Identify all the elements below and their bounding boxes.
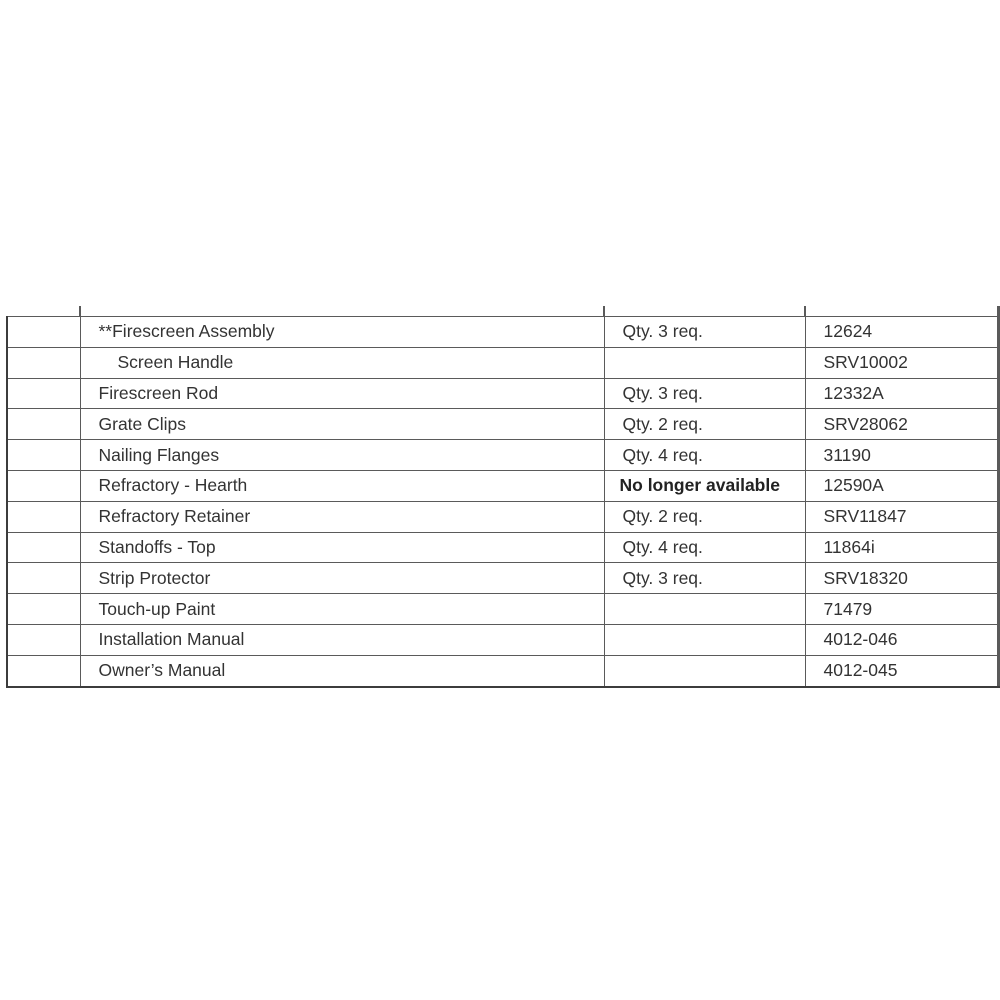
table-row	[7, 532, 1000, 563]
part-description-cell: Screen Handle	[80, 347, 604, 378]
part-number-cell: 12590A	[805, 470, 1000, 501]
ref-number-cell	[7, 440, 80, 471]
part-number-cell: 71479	[805, 594, 1000, 625]
table-row	[7, 655, 1000, 686]
quantity-cell: Qty. 2 req.	[604, 409, 805, 440]
part-description-cell: Strip Protector	[80, 563, 604, 594]
table-row	[7, 624, 1000, 655]
quantity-cell	[604, 624, 805, 655]
table-row	[7, 594, 1000, 625]
quantity-cell: Qty. 2 req.	[604, 501, 805, 532]
part-number-cell: 31190	[805, 440, 1000, 471]
quantity-cell: Qty. 3 req.	[604, 563, 805, 594]
part-description-cell: Grate Clips	[80, 409, 604, 440]
ref-number-cell	[7, 470, 80, 501]
part-number-cell: SRV18320	[805, 563, 1000, 594]
ref-number-cell	[7, 501, 80, 532]
ref-number-cell	[7, 624, 80, 655]
quantity-cell	[604, 347, 805, 378]
quantity-cell: Qty. 3 req.	[604, 317, 805, 348]
part-number-cell: SRV11847	[805, 501, 1000, 532]
table-row	[7, 563, 1000, 594]
parts-list-table	[6, 316, 1000, 688]
part-number-cell: 4012-046	[805, 624, 1000, 655]
ref-number-cell	[7, 409, 80, 440]
part-description-cell: Nailing Flanges	[80, 440, 604, 471]
ref-number-cell	[7, 594, 80, 625]
part-number-cell: 12624	[805, 317, 1000, 348]
quantity-cell	[604, 655, 805, 686]
table-row	[7, 440, 1000, 471]
ref-number-cell	[7, 532, 80, 563]
part-number-cell: 4012-045	[805, 655, 1000, 686]
ref-number-cell	[7, 563, 80, 594]
part-description-cell: Installation Manual	[80, 624, 604, 655]
table-row	[7, 347, 1000, 378]
quantity-cell: No longer available	[604, 470, 805, 501]
part-description-cell: Owner’s Manual	[80, 655, 604, 686]
parts-table-body	[7, 317, 1000, 687]
quantity-cell: Qty. 3 req.	[604, 378, 805, 409]
part-description-cell: Standoffs - Top	[80, 532, 604, 563]
part-number-cell: 11864i	[805, 532, 1000, 563]
part-number-cell: 12332A	[805, 378, 1000, 409]
part-number-cell: SRV10002	[805, 347, 1000, 378]
part-number-cell: SRV28062	[805, 409, 1000, 440]
table-row	[7, 378, 1000, 409]
ref-number-cell	[7, 317, 80, 348]
part-description-cell: Touch-up Paint	[80, 594, 604, 625]
part-description-cell: Refractory Retainer	[80, 501, 604, 532]
table-row	[7, 501, 1000, 532]
ref-number-cell	[7, 655, 80, 686]
ref-number-cell	[7, 347, 80, 378]
quantity-cell: Qty. 4 req.	[604, 532, 805, 563]
quantity-cell: Qty. 4 req.	[604, 440, 805, 471]
table-row	[7, 409, 1000, 440]
table-row	[7, 317, 1000, 348]
table-row	[7, 470, 1000, 501]
part-description-cell: Firescreen Rod	[80, 378, 604, 409]
part-description-cell: Refractory - Hearth	[80, 470, 604, 501]
quantity-cell	[604, 594, 805, 625]
ref-number-cell	[7, 378, 80, 409]
part-description-cell: **Firescreen Assembly	[80, 317, 604, 348]
